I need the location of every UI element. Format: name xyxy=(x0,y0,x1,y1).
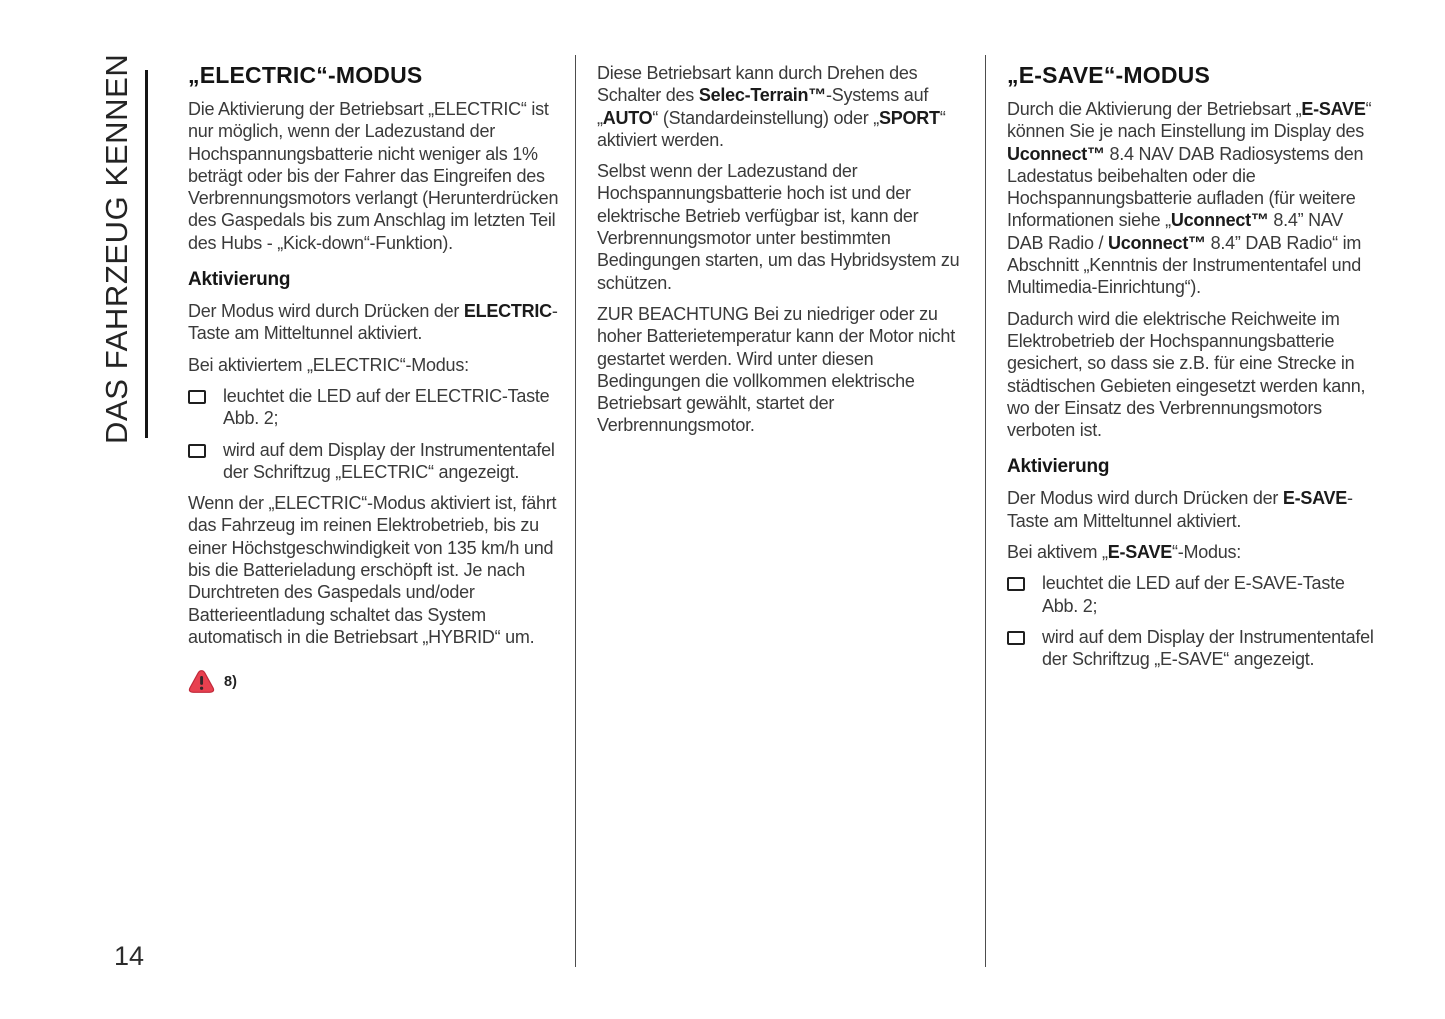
text-run: -Taste am Mitteltunnel aktiviert. xyxy=(1007,488,1353,531)
text-run: wird auf dem Display der Instrumententafel der Schriftzug „ELECTRIC“ angezeigt. xyxy=(223,439,555,482)
text-run: “ aktiviert werden. xyxy=(597,107,946,150)
bold-text-run: SPORT xyxy=(879,107,940,128)
section-heading: „E-SAVE“-MODUS xyxy=(1007,62,1210,88)
bullet-item xyxy=(188,439,560,484)
bold-text-run: ELECTRIC xyxy=(463,301,552,322)
column-1 xyxy=(188,62,560,695)
bullet-text xyxy=(223,385,560,430)
text-run: 8.4” DAB Radio“ im Abschnitt „Kenntnis der Instrumententafel und Multimedia-Einrichtung“). xyxy=(1007,232,1362,298)
text-run: -Taste am Mitteltunnel aktiviert. xyxy=(188,301,558,344)
bold-text-run: Selec-Terrain™ xyxy=(698,85,827,106)
text-run: Bei aktivem „ xyxy=(1007,542,1108,563)
text-run: Die Aktivierung der Betriebsart „ELECTRIC“ ist nur möglich, wenn der Ladezustand der Hochspannungsbatterie nicht weniger als 1% beträgt oder bis der Fahrer das Eingreifen des Verbrennungsmotors verlangt (Herunterdrücken des Gaspedals bis zum Anschlag im letzten Teil des Hubs - „Kick-down“-Funktion). xyxy=(188,99,559,253)
bullet-item xyxy=(1007,626,1379,671)
text-run: Diese Betriebsart kann durch Drehen des Schalter des xyxy=(597,63,918,106)
text-run: Dadurch wird die elektrische Reichweite im Elektrobetrieb der Hochspannungsbatterie gesichert, so dass sie z.B. für eine Strecke in städtischen Gebieten eingesetzt werden kann, wo der Einsatz des Verbrennungsmotors verboten ist. xyxy=(1007,308,1366,441)
bullet-text xyxy=(1042,572,1379,617)
sub-heading: Aktivierung xyxy=(1007,456,1110,478)
paragraph xyxy=(597,62,969,151)
text-run: Der Modus wird durch Drücken der xyxy=(1007,488,1283,509)
square-bullet-icon xyxy=(188,444,206,458)
paragraph xyxy=(1007,487,1379,532)
column-3 xyxy=(1007,62,1379,671)
bold-text-run: Uconnect™ xyxy=(1007,143,1105,164)
text-run: “-Modus: xyxy=(1171,542,1241,563)
text-run: wird auf dem Display der Instrumententafel der Schriftzug „E-SAVE“ angezeigt. xyxy=(1042,626,1374,670)
column-2 xyxy=(597,62,969,437)
bold-text-run: E-SAVE xyxy=(1282,488,1348,509)
paragraph xyxy=(597,160,969,294)
text-run: leuchtet die LED auf der E-SAVE-Taste Abb. 2; xyxy=(1042,573,1345,616)
column-divider xyxy=(985,55,986,967)
bold-text-run: AUTO xyxy=(602,107,653,128)
bullet-item xyxy=(188,385,560,430)
section-heading: „ELECTRIC“-MODUS xyxy=(188,62,423,88)
chapter-title-vertical: DAS FAHRZEUG KENNEN xyxy=(99,53,134,444)
page-number: 14 xyxy=(114,941,145,971)
text-run: Selbst wenn der Ladezustand der Hochspannungsbatterie hoch ist und der elektrische Betrieb verfügbar ist, kann der Verbrennungsmotor unter bestimmten Bedingungen starten, um das Hybridsystem zu schützen. xyxy=(597,161,960,293)
paragraph xyxy=(597,303,969,437)
bullet-text xyxy=(1042,626,1379,671)
text-run: Bei aktiviertem „ELECTRIC“-Modus: xyxy=(188,354,469,375)
text-run: Der Modus wird durch Drücken der xyxy=(188,301,464,322)
text-run: ZUR BEACHTUNG Bei zu niedriger oder zu hoher Batterietemperatur kann der Motor nicht gestartet werden. Wird unter diesen Bedingungen die vollkommen elektrische Betriebsart gewählt, startet der Verbrennungsmotor. xyxy=(597,303,955,436)
text-run: leuchtet die LED auf der ELECTRIC-Taste Abb. 2; xyxy=(223,385,550,429)
paragraph xyxy=(1007,541,1379,563)
text-run: 8.4” NAV DAB Radio / xyxy=(1007,210,1344,253)
bold-text-run: E-SAVE xyxy=(1301,99,1366,119)
warning-triangle-icon xyxy=(188,668,215,695)
sub-heading: Aktivierung xyxy=(188,269,291,291)
bullet-item xyxy=(1007,572,1379,617)
bullet-text xyxy=(223,439,560,484)
paragraph xyxy=(188,492,560,648)
text-run: “ (Standardeinstellung) oder „ xyxy=(652,107,880,128)
text-run: Durch die Aktivierung der Betriebsart „ xyxy=(1007,99,1302,119)
paragraph xyxy=(188,98,560,254)
bold-text-run: E-SAVE xyxy=(1107,542,1172,563)
paragraph xyxy=(1007,308,1379,442)
square-bullet-icon xyxy=(188,390,206,404)
square-bullet-icon xyxy=(1007,631,1025,645)
text-run: -Systems auf „ xyxy=(597,85,929,128)
square-bullet-icon xyxy=(1007,577,1025,591)
column-divider xyxy=(575,55,576,967)
bold-text-run: Uconnect™ xyxy=(1108,232,1206,253)
warning-ref-label: 8) xyxy=(224,674,237,691)
warning-note xyxy=(188,668,560,695)
paragraph xyxy=(1007,98,1379,299)
paragraph xyxy=(188,300,560,345)
bold-text-run: Uconnect™ xyxy=(1170,210,1269,231)
paragraph xyxy=(188,354,560,376)
text-run: Wenn der „ELECTRIC“-Modus aktiviert ist, fährt das Fahrzeug im reinen Elektrobetrieb, bis zu einer Höchstgeschwindigkeit von 135 km/h und bis die Batterieladung erschöpft ist. Je nach Durchtreten des Gaspedals und/oder Batterieentladung schaltet das System automatisch in die Betriebsart „HYBRID“ um. xyxy=(188,493,557,647)
text-run: “ können Sie je nach Einstellung im Display des xyxy=(1007,99,1372,142)
chapter-rule xyxy=(145,70,148,438)
text-run: 8.4 NAV DAB Radiosystems den Ladestatus beibehalten oder die Hochspannungsbatterie aufladen (für weitere Informationen siehe „ xyxy=(1007,143,1364,231)
